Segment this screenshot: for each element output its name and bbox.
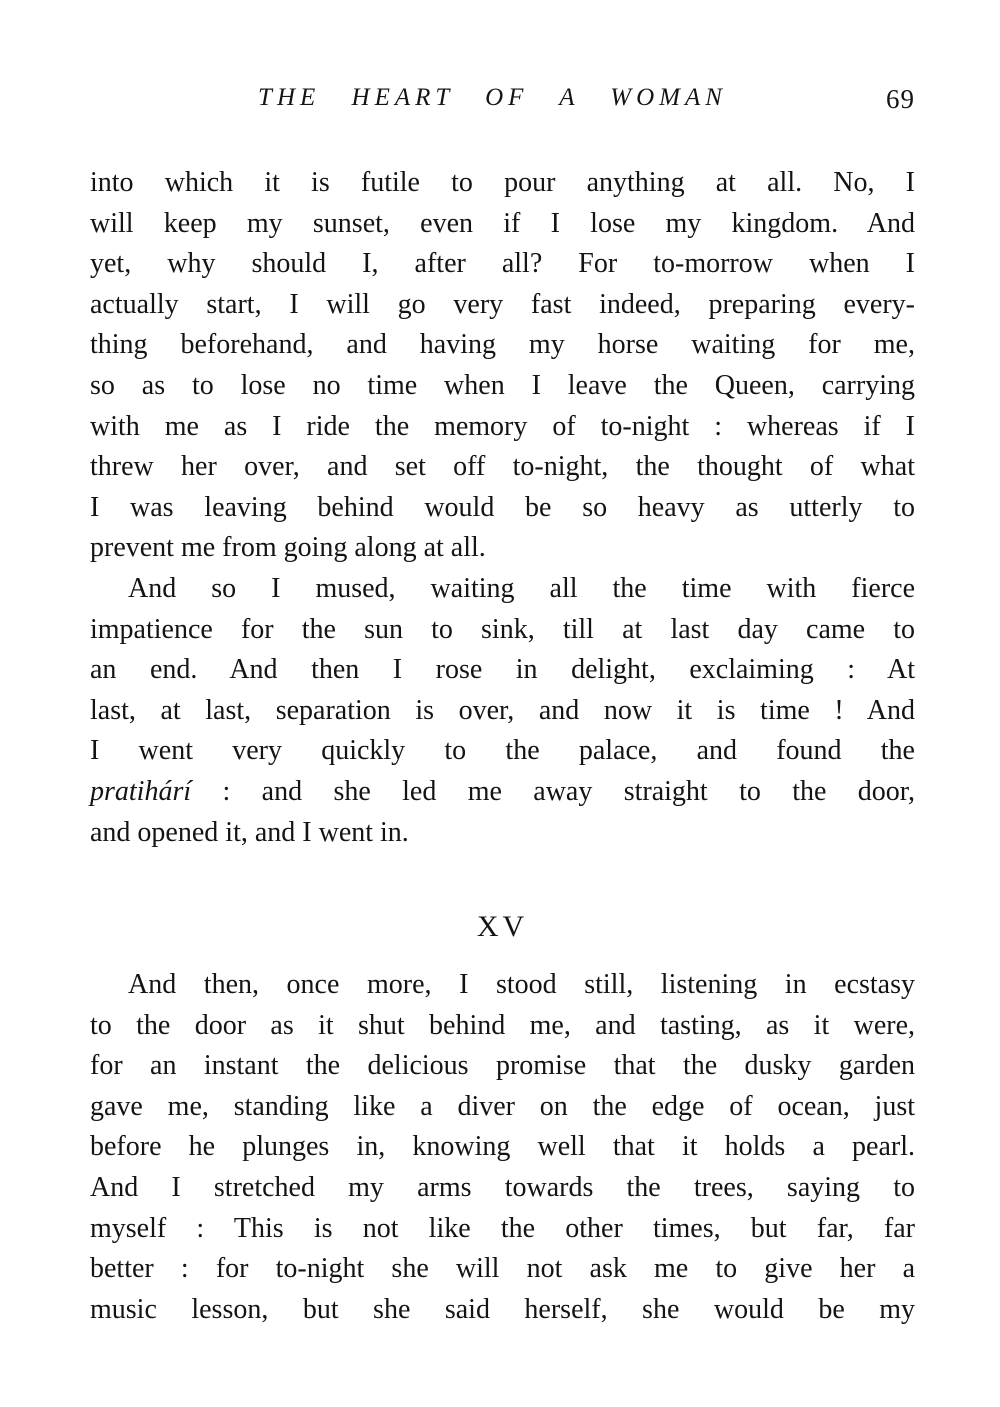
paragraph-3 xyxy=(90,965,915,1330)
text-line: better : for to-night she will not ask me to give her a xyxy=(90,1253,915,1285)
page-number: 69 xyxy=(886,84,915,114)
text-line-rest: : and she led me away straight to the door, xyxy=(191,775,915,807)
paragraph-2 xyxy=(90,569,915,853)
text-line: And so I mused, waiting all the time with fierce xyxy=(128,572,915,604)
text-line: threw her over, and set off to-night, the thought of what xyxy=(90,451,915,483)
text-line: And I stretched my arms towards the trees, saying to xyxy=(90,1172,915,1204)
text-block xyxy=(90,163,915,1330)
paragraph-1 xyxy=(90,163,915,569)
text-line: last, at last, separation is over, and now it is time ! And xyxy=(90,694,915,726)
text-line: gave me, standing like a diver on the edge of ocean, just xyxy=(90,1090,915,1122)
text-line: I was leaving behind would be so heavy as utterly to xyxy=(90,491,915,523)
text-line: with me as I ride the memory of to-night : whereas if I xyxy=(90,410,915,442)
text-line: for an instant the delicious promise that the dusky garden xyxy=(90,1050,915,1082)
text-line: so as to lose no time when I leave the Queen, carrying xyxy=(90,369,915,401)
text-line: to the door as it shut behind me, and tasting, as it were, xyxy=(90,1009,915,1041)
text-line: will keep my sunset, even if I lose my kingdom. And xyxy=(90,207,915,239)
text-line: yet, why should I, after all? For to-morrow when I xyxy=(90,248,915,280)
running-header xyxy=(90,0,915,117)
italic-word: pratihárí xyxy=(90,775,192,807)
text-line: myself : This is not like the other times, but far, far xyxy=(90,1212,915,1244)
text-line: into which it is futile to pour anything at all. No, I xyxy=(90,167,915,198)
text-line: before he plunges in, knowing well that it holds a pearl. xyxy=(90,1131,915,1163)
text-line: thing beforehand, and having my horse waiting for me, xyxy=(90,329,915,361)
running-header-title: THE HEART OF A WOMAN xyxy=(258,84,727,111)
text-line: impatience for the sun to sink, till at last day came to xyxy=(90,613,915,645)
text-line-with-italic xyxy=(90,772,915,813)
text-line: and opened it, and I went in. xyxy=(90,816,409,848)
chapter-heading: XV xyxy=(476,910,529,944)
text-line: And then, once more, I stood still, listening in ecstasy xyxy=(128,969,915,1001)
text-line: actually start, I will go very fast indeed, preparing every- xyxy=(90,288,915,320)
text-line: an end. And then I rose in delight, exclaiming : At xyxy=(90,654,915,686)
text-line: prevent me from going along at all. xyxy=(90,532,486,564)
text-line: I went very quickly to the palace, and found the xyxy=(90,735,915,767)
text-line: music lesson, but she said herself, she would be my xyxy=(90,1293,915,1325)
